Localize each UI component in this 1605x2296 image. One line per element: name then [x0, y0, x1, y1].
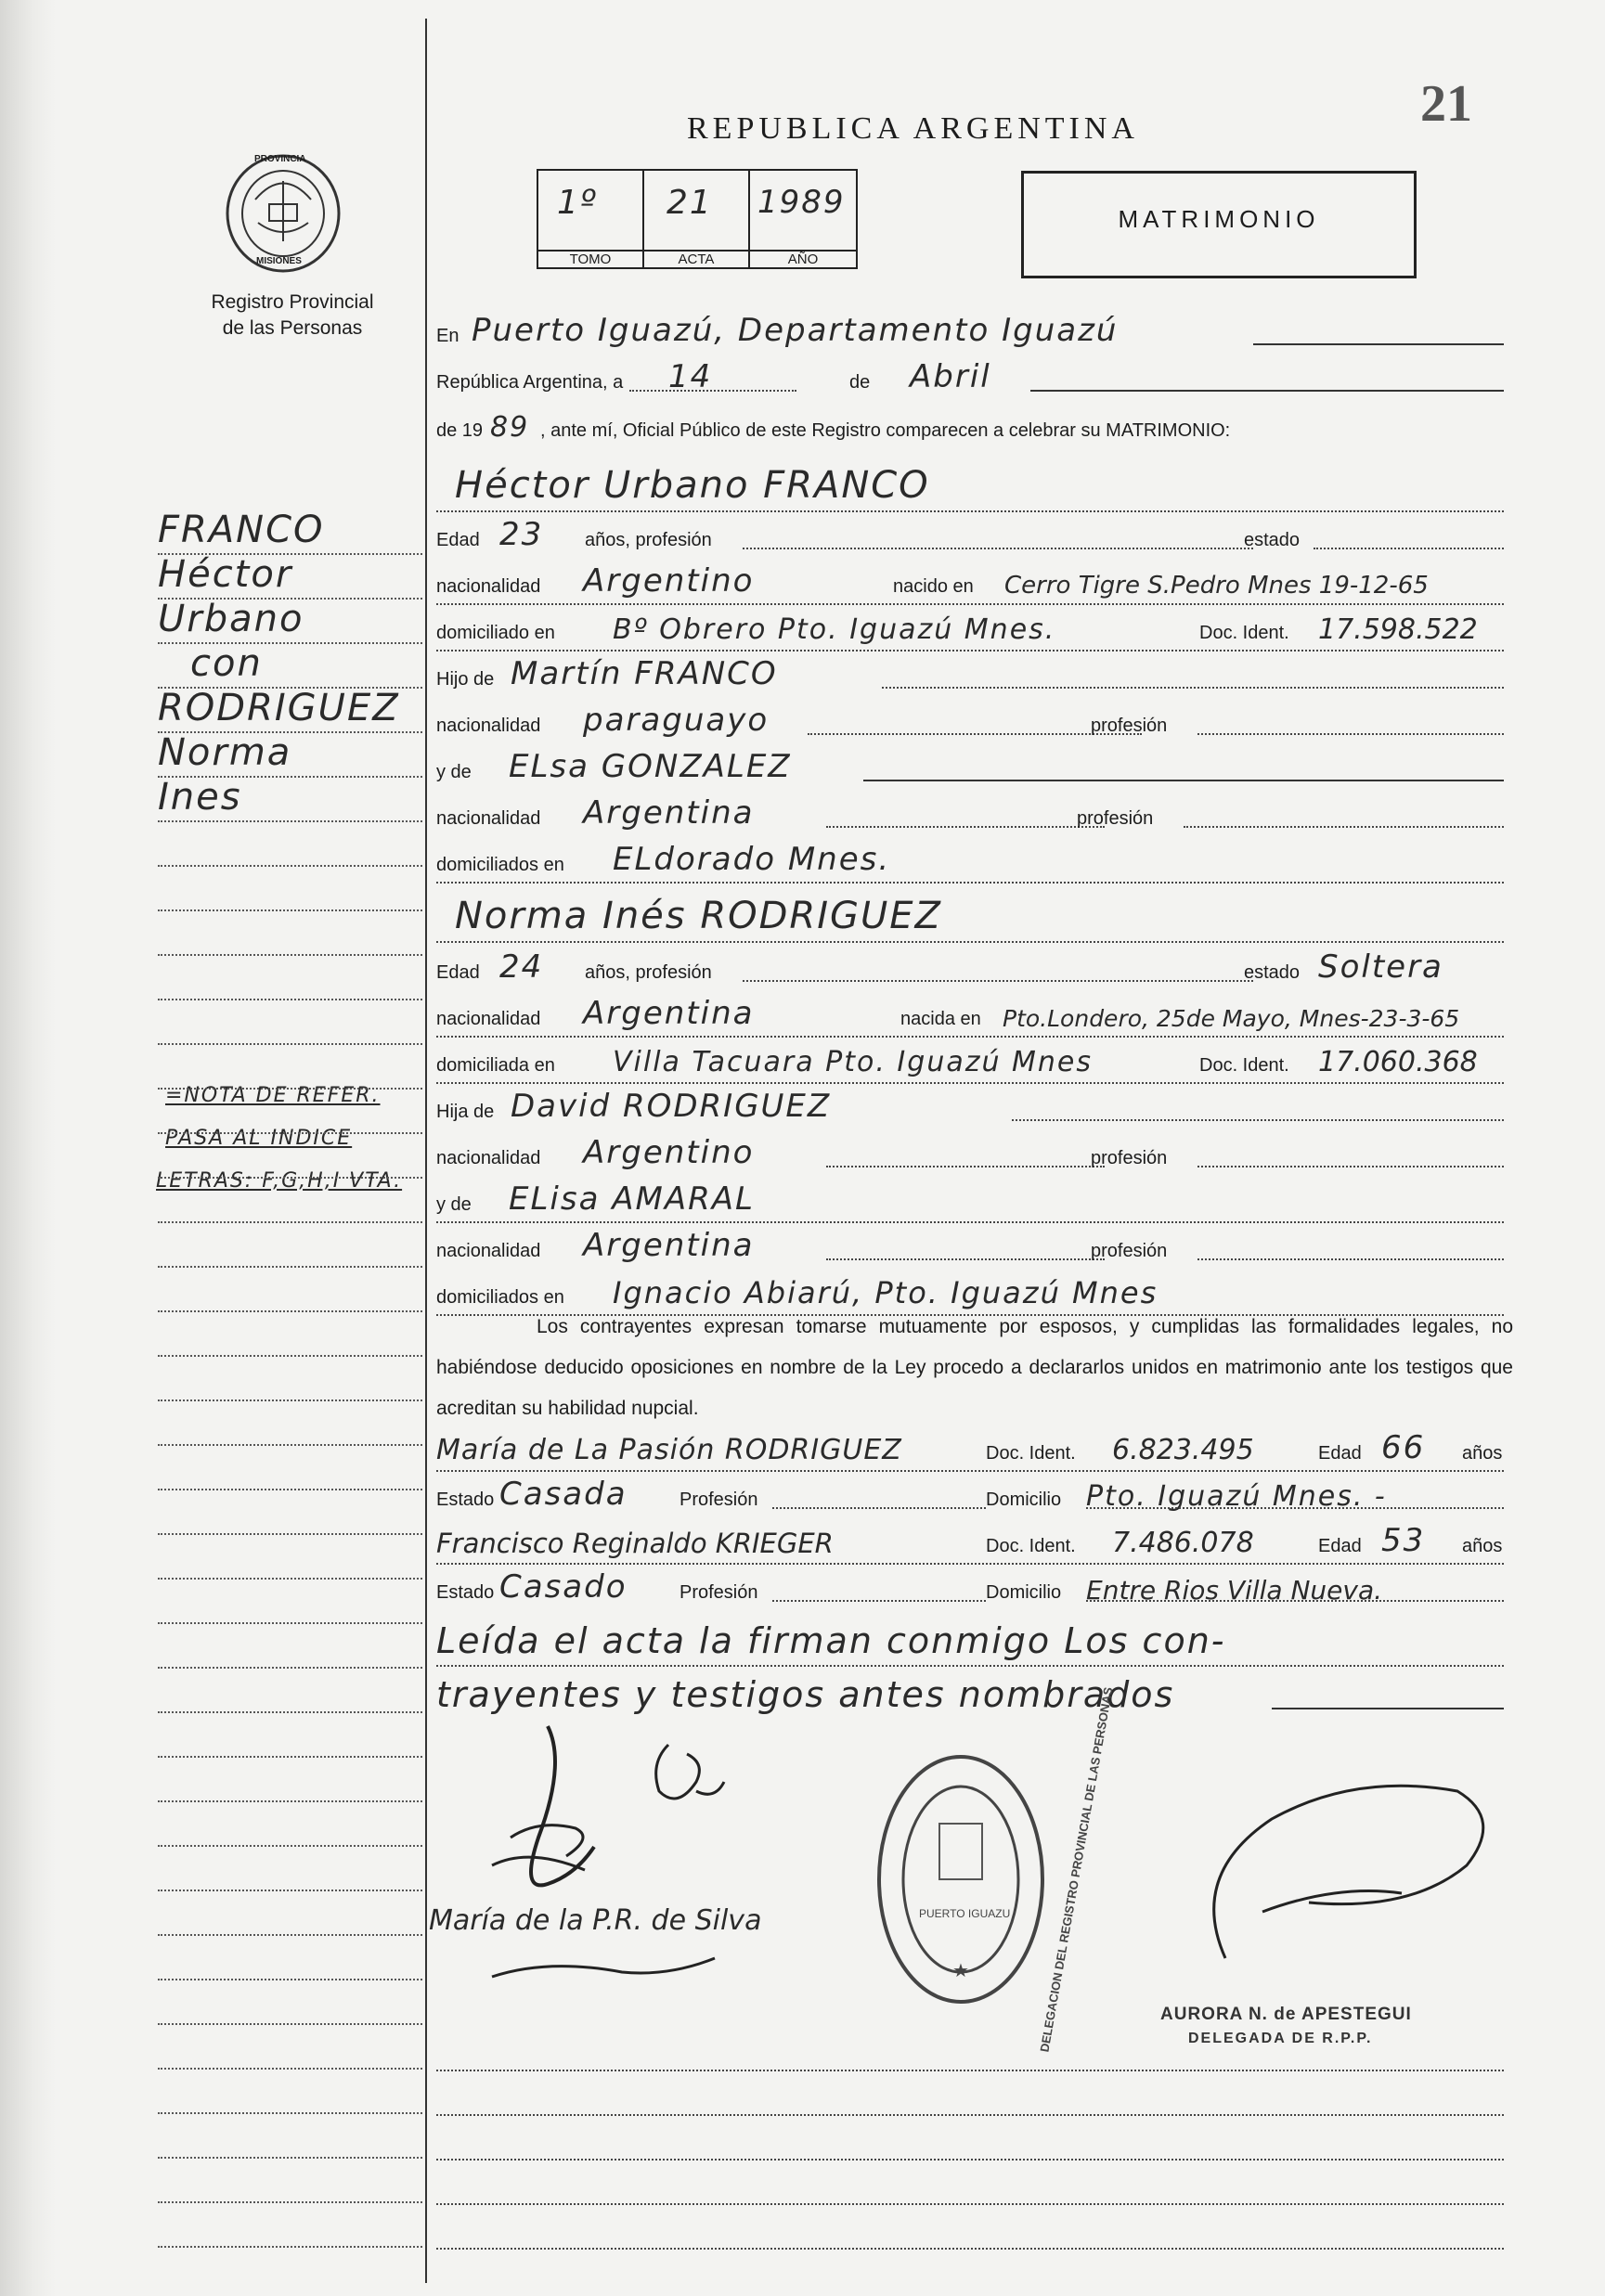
page-binding	[0, 0, 56, 2296]
margin-name-4: con	[190, 642, 263, 685]
margin-rule-line	[158, 1800, 422, 1802]
witness2-doc: 7.486.078	[1112, 1527, 1254, 1559]
row-witness2	[436, 1518, 1504, 1565]
groom-domicile: Bº Obrero Pto. Iguazú Mnes.	[613, 613, 1056, 646]
witness1-estado-label: Estado	[436, 1490, 495, 1510]
bride-mnat-label: nacionalidad	[436, 1241, 541, 1261]
groom-doc-label: Doc. Ident.	[1199, 623, 1289, 643]
closing-line-1: Leída el acta la firman conmigo Los con-	[436, 1620, 1226, 1661]
row-witness1-estado	[436, 1472, 1504, 1516]
witness2-estado-label: Estado	[436, 1582, 495, 1603]
tomo-acta-box	[537, 169, 858, 269]
groom-prof-dots	[743, 548, 1253, 549]
bride-mnat-dots	[826, 1258, 1105, 1260]
bride-fprof-dots	[1197, 1166, 1504, 1167]
bride-prof-dots	[743, 980, 1253, 982]
bride-fnat-dots	[826, 1166, 1105, 1167]
bride-fnat-label: nacionalidad	[436, 1148, 541, 1168]
tomo-value: 1º	[557, 184, 598, 222]
groom-pdom-label: domiciliados en	[436, 855, 564, 875]
bride-civil-status: Soltera	[1318, 948, 1443, 986]
row-groom-nat	[436, 559, 1504, 605]
witness2-dom-label: Domicilio	[986, 1582, 1062, 1603]
margin-rule-line	[158, 1711, 422, 1713]
margin-name-7: Ines	[158, 776, 242, 819]
witness1-dom-dots	[1086, 1507, 1504, 1509]
bride-age: 24	[499, 948, 544, 986]
row-groom-mother-nat	[436, 791, 1504, 835]
margin-rule-line	[158, 1489, 422, 1490]
groom-mnat-label: nacionalidad	[436, 808, 541, 829]
margin-rule-line	[158, 1444, 422, 1446]
groom-fprof-label: profesión	[1091, 716, 1168, 736]
row-groom-age	[436, 512, 1504, 557]
witness1-name: María de La Pasión RODRIGUEZ	[436, 1434, 902, 1466]
witness1-doc-label: Doc. Ident.	[986, 1443, 1076, 1464]
margin-rule-line	[158, 1756, 422, 1758]
month-dash	[1030, 390, 1504, 392]
margin-rule-line	[158, 865, 422, 867]
seal-bottom-text: MISIONES	[256, 256, 302, 266]
en-label: En	[436, 326, 459, 346]
margin-rule-line	[158, 776, 422, 778]
margin-rule-line	[158, 598, 422, 600]
margin-name-6: Norma	[158, 731, 292, 774]
body-rule-line	[436, 2248, 1504, 2250]
bride-born-label: nacida en	[900, 1009, 981, 1029]
closing-line-2: trayentes y testigos antes nombrados	[436, 1674, 1175, 1715]
witness1-doc: 6.823.495	[1112, 1434, 1254, 1466]
margin-rule-line	[158, 2068, 422, 2070]
body-rule-line	[436, 2114, 1504, 2116]
groom-edad-label: Edad	[436, 530, 480, 550]
body-rule-line	[436, 2159, 1504, 2161]
margin-rule-line	[158, 1310, 422, 1312]
bride-domicile: Villa Tacuara Pto. Iguazú Mnes	[613, 1046, 1094, 1078]
groom-father-dots	[882, 687, 1504, 689]
bride-mother-label: y de	[436, 1194, 472, 1215]
row-groom-dom	[436, 605, 1504, 651]
seal-top-text: PROVINCIA	[254, 154, 306, 164]
page-number: 21	[1420, 75, 1472, 133]
record-type-box	[1021, 171, 1417, 278]
day-dots	[629, 390, 796, 392]
witness2-age: 53	[1381, 1522, 1426, 1559]
margin-rule-line	[158, 1088, 422, 1090]
groom-name: Héctor Urbano FRANCO	[455, 464, 930, 507]
bride-nat-label: nacionalidad	[436, 1009, 541, 1029]
groom-dom-label: domiciliado en	[436, 623, 555, 643]
row-bride-dom	[436, 1038, 1504, 1084]
intro-sentence: , ante mí, Oficial Público de este Registro comparecen a celebrar su MATRIMONIO:	[540, 420, 1231, 441]
margin-rule-line	[158, 820, 422, 822]
witness1-dom-label: Domicilio	[986, 1490, 1062, 1510]
groom-age: 23	[499, 516, 544, 553]
witness2-name: Francisco Reginaldo KRIEGER	[436, 1528, 834, 1559]
margin-name-2: Héctor	[158, 553, 293, 596]
groom-anos-label: años, profesión	[585, 530, 712, 550]
margin-rule-line	[158, 2157, 422, 2159]
bride-parents-domicile: Ignacio Abiarú, Pto. Iguazú Mnes	[613, 1275, 1158, 1310]
witness-signature: María de la P.R. de Silva	[429, 1904, 762, 1937]
bride-pdom-label: domiciliados en	[436, 1287, 564, 1308]
groom-father-nationality: paraguayo	[583, 702, 770, 739]
margin-ref-2: PASA AL INDICE	[165, 1127, 353, 1150]
bride-mother: ELisa AMARAL	[509, 1180, 755, 1218]
groom-mother: ELsa GONZALEZ	[509, 748, 792, 785]
margin-rule-line	[158, 642, 422, 644]
bride-father: David RODRIGUEZ	[511, 1088, 832, 1125]
acta-cell	[644, 171, 750, 267]
tomo-label: TOMO	[538, 250, 642, 267]
bride-fprof-label: profesión	[1091, 1148, 1168, 1168]
groom-doc: 17.598.522	[1318, 613, 1478, 646]
margin-rule-line	[158, 1043, 422, 1045]
province-seal	[214, 148, 353, 278]
declaration-text: Los contrayentes expresan tomarse mutuamente por esposos, y cumplidas las formalidades legales, no habiéndose deducido oposiciones en nombre de la Ley procedo a declararlos unidos en matrimonio ante los testigos que acreditan su habilidad nupcial.	[436, 1316, 1513, 1419]
tomo-cell	[538, 171, 644, 267]
groom-estado-label: estado	[1244, 530, 1301, 550]
acta-label: ACTA	[644, 250, 748, 267]
bride-father-nationality: Argentino	[583, 1134, 755, 1171]
row-witness1	[436, 1425, 1504, 1472]
margin-rule-line	[158, 2246, 422, 2248]
row-year	[436, 403, 1504, 447]
day-value: 14	[668, 358, 713, 395]
bride-mprof-dots	[1197, 1258, 1504, 1260]
row-groom-parents-dom	[436, 837, 1504, 884]
groom-mother-label: y de	[436, 762, 472, 782]
witness1-domicile: Pto. Iguazú Mnes. -	[1086, 1480, 1387, 1513]
margin-name-3: Urbano	[158, 598, 304, 640]
groom-nationality: Argentino	[583, 562, 755, 600]
bride-estado-label: estado	[1244, 962, 1301, 983]
groom-mprof-label: profesión	[1077, 808, 1154, 829]
margin-rule-line	[158, 1979, 422, 1980]
republica-label: República Argentina, a	[436, 372, 624, 393]
stamp-ring-text: DELEGACION DEL REGISTRO PROVINCIAL DE LAS PERSONAS	[1037, 1685, 1116, 2054]
place-dash	[1253, 343, 1504, 345]
row-bride-age	[436, 945, 1504, 989]
groom-parents-domicile: ELdorado Mnes.	[613, 841, 891, 878]
row-groom-mother	[436, 744, 1504, 789]
witness1-estado: Casada	[499, 1476, 628, 1513]
margin-rule-line	[158, 1132, 422, 1134]
margin-rule-line	[158, 2112, 422, 2114]
stamp-center-text: PUERTO IGUAZU	[919, 1907, 1011, 1920]
bride-name: Norma Inés RODRIGUEZ	[455, 895, 942, 937]
margin-rule-line	[158, 1533, 422, 1535]
registry-line-1: Registro Provincial	[211, 291, 374, 313]
margin-rule-line	[158, 1266, 422, 1268]
year-value: 89	[490, 411, 530, 444]
row-bride-mother	[436, 1177, 1504, 1223]
official-name: AURORA N. de APESTEGUI	[1160, 2005, 1412, 2024]
acta-value: 21	[667, 184, 713, 222]
witness1-age: 66	[1381, 1429, 1426, 1466]
groom-estado-dots	[1314, 548, 1504, 549]
ano-cell	[750, 171, 856, 267]
witness2-estado: Casado	[499, 1568, 628, 1606]
groom-fnat-label: nacionalidad	[436, 716, 541, 736]
row-witness2-estado	[436, 1565, 1504, 1609]
groom-mprof-dots	[1184, 826, 1504, 828]
witness2-doc-label: Doc. Ident.	[986, 1536, 1076, 1556]
groom-nat-label: nacionalidad	[436, 576, 541, 597]
margin-name-1: FRANCO	[158, 509, 325, 551]
margin-rule-line	[158, 1667, 422, 1669]
margin-rule-line	[158, 553, 422, 555]
witness2-prof-dots	[772, 1600, 986, 1602]
witness2-anos: años	[1462, 1536, 1503, 1556]
margin-rule-line	[158, 999, 422, 1000]
row-bride-father-nat	[436, 1130, 1504, 1175]
month-value: Abril	[910, 358, 991, 395]
year-prefix: de 19	[436, 420, 484, 441]
groom-mother-nationality: Argentina	[583, 794, 755, 832]
margin-rule-line	[158, 1845, 422, 1847]
signatures-contrayentes	[436, 1708, 808, 2005]
bride-nationality: Argentina	[583, 995, 755, 1032]
country-title: REPUBLICA ARGENTINA	[687, 111, 1139, 146]
groom-mnat-dots	[826, 826, 1105, 828]
margin-rule-line	[158, 1177, 422, 1179]
witness2-prof-label: Profesión	[680, 1582, 758, 1603]
witness2-domicile: Entre Rios Villa Nueva.	[1086, 1575, 1383, 1606]
bride-father-label: Hija de	[436, 1102, 495, 1122]
body-rule-line	[436, 2070, 1504, 2071]
groom-born-label: nacido en	[893, 576, 974, 597]
margin-rule-line	[158, 731, 422, 733]
bride-dom-label: domiciliada en	[436, 1055, 555, 1076]
closing-dash	[1272, 1708, 1504, 1709]
margin-rule-line	[158, 1355, 422, 1357]
margin-ref-1: =NOTA DE REFER.	[165, 1084, 381, 1107]
ano-value: 1989	[757, 184, 846, 221]
bride-doc-label: Doc. Ident.	[1199, 1055, 1289, 1076]
margin-rule-line	[158, 1934, 422, 1936]
witness1-prof-label: Profesión	[680, 1490, 758, 1510]
margin-name-5: RODRIGUEZ	[158, 687, 400, 729]
row-bride-nat	[436, 991, 1504, 1038]
bride-father-dots	[1012, 1119, 1504, 1121]
groom-fprof-dots	[1197, 733, 1504, 735]
margin-rule-line	[158, 1578, 422, 1580]
svg-text:★: ★	[952, 1961, 969, 1981]
groom-father-label: Hijo de	[436, 669, 495, 690]
ano-label: AÑO	[750, 250, 856, 267]
witness1-prof-dots	[772, 1507, 986, 1509]
bride-doc: 17.060.368	[1318, 1046, 1478, 1078]
bride-born: Pto.Londero, 25de Mayo, Mnes-23-3-65	[1003, 1005, 1460, 1032]
row-closing-1	[436, 1613, 1504, 1667]
row-groom-father	[436, 651, 1504, 696]
margin-rule-line	[158, 954, 422, 956]
bride-mprof-label: profesión	[1091, 1241, 1168, 1261]
official-signature	[1170, 1763, 1504, 2005]
witness1-edad-label: Edad	[1318, 1443, 1362, 1464]
row-place	[436, 308, 1504, 353]
row-date	[436, 355, 1504, 399]
margin-rule-line	[158, 1622, 422, 1624]
margin-rule-line	[158, 687, 422, 689]
de-label: de	[849, 372, 871, 393]
witness2-dom-dots	[1086, 1600, 1504, 1602]
bride-anos-label: años, profesión	[585, 962, 712, 983]
row-bride-father	[436, 1084, 1504, 1129]
official-title: DELEGADA DE R.P.P.	[1188, 2031, 1373, 2046]
row-bride-mother-nat	[436, 1223, 1504, 1268]
bride-mother-nationality: Argentina	[583, 1227, 755, 1264]
row-bride-name	[436, 889, 1504, 943]
margin-rule-line	[158, 2023, 422, 2025]
witness1-anos: años	[1462, 1443, 1503, 1464]
witness2-edad-label: Edad	[1318, 1536, 1362, 1556]
official-stamp	[873, 1685, 1116, 2054]
bride-edad-label: Edad	[436, 962, 480, 983]
margin-rule-line	[158, 1400, 422, 1401]
row-groom-name	[436, 458, 1504, 512]
margin-ref-3: LETRAS: F,G,H,I VTA.	[156, 1169, 403, 1193]
registry-name	[167, 290, 418, 342]
row-groom-father-nat	[436, 698, 1504, 742]
record-type: MATRIMONIO	[1118, 205, 1320, 233]
place-value: Puerto Iguazú, Departamento Iguazú	[472, 312, 1119, 349]
margin-rule	[425, 19, 427, 2283]
margin-rule-line	[158, 1890, 422, 1891]
registry-line-2: de las Personas	[222, 317, 363, 339]
margin-rule-line	[158, 1221, 422, 1223]
groom-mother-dash	[863, 780, 1504, 781]
margin-rule-line	[158, 909, 422, 911]
body-rule-line	[436, 2203, 1504, 2205]
groom-father: Martín FRANCO	[511, 655, 778, 692]
groom-born: Cerro Tigre S.Pedro Mnes 19-12-65	[1004, 572, 1429, 600]
margin-rule-line	[158, 2201, 422, 2203]
